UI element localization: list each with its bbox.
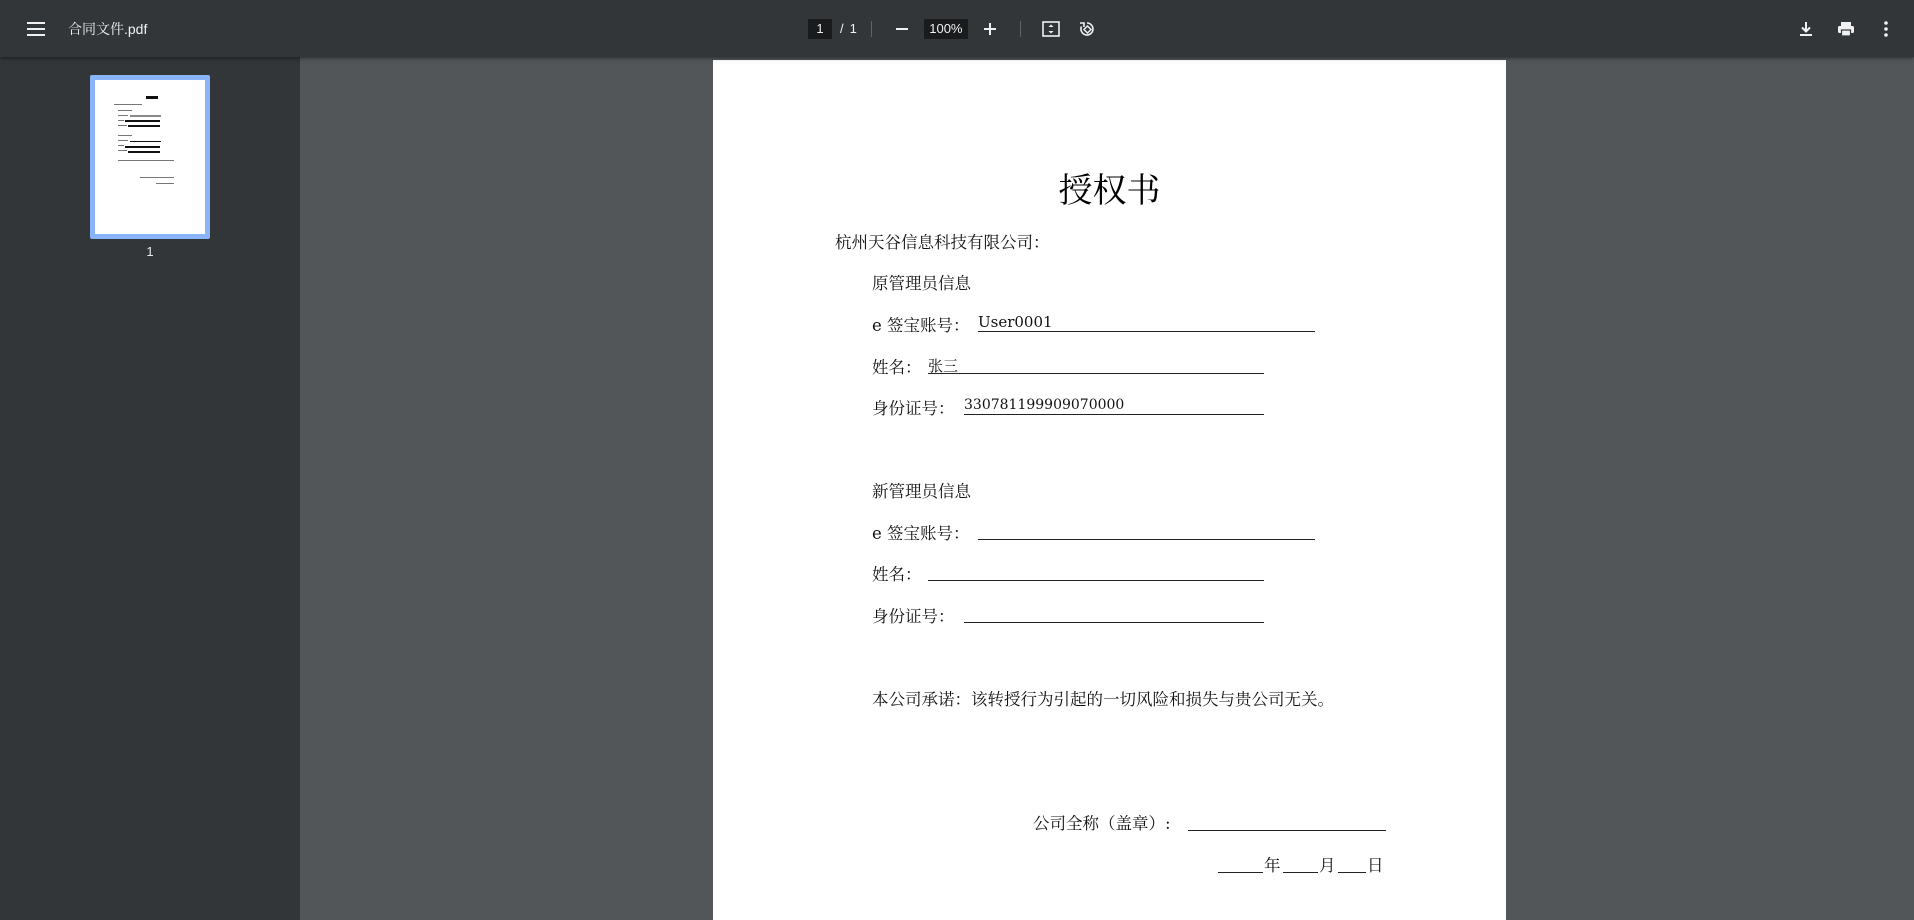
document-heading: 授权书	[1058, 171, 1161, 211]
date-day-label: 日	[1367, 856, 1384, 875]
page-number-input[interactable]: 1	[808, 19, 832, 39]
fit-to-page-icon[interactable]	[1035, 13, 1067, 45]
date-year-label: 年	[1264, 856, 1281, 875]
commitment-statement: 本公司承诺：该转授行为引起的一切风险和损失与贵公司无关。	[872, 690, 1334, 709]
new-name-label: 姓名：	[872, 565, 922, 584]
menu-icon[interactable]	[20, 13, 52, 45]
new-account-underline	[978, 539, 1315, 540]
original-account-underline	[978, 331, 1315, 332]
page-separator: /	[840, 21, 844, 36]
zoom-level-input[interactable]: 100%	[924, 19, 968, 39]
thumbnail-page-number: 1	[146, 244, 154, 259]
company-name-underline	[1188, 830, 1386, 831]
new-admin-title: 新管理员信息	[872, 482, 971, 501]
zoom-in-icon[interactable]	[974, 13, 1006, 45]
new-id-underline	[964, 622, 1264, 623]
company-name-label: 公司全称（盖章）:	[1033, 814, 1171, 833]
pdf-toolbar	[0, 0, 1914, 57]
toolbar-divider	[1020, 21, 1021, 37]
new-id-label: 身份证号：	[872, 607, 955, 626]
page-thumbnail[interactable]	[90, 75, 210, 239]
print-icon[interactable]	[1830, 13, 1862, 45]
original-account-value: User0001	[978, 313, 1053, 331]
new-name-underline	[928, 580, 1264, 581]
thumbnail-preview-graphic	[95, 80, 205, 234]
addressee: 杭州天谷信息科技有限公司：	[835, 233, 1050, 252]
original-name-label: 姓名：	[872, 358, 922, 377]
original-name-value: 张三	[928, 357, 959, 375]
zoom-out-icon[interactable]	[886, 13, 918, 45]
original-name-underline	[928, 373, 1264, 374]
more-options-icon[interactable]	[1870, 13, 1902, 45]
year-underline	[1218, 872, 1263, 873]
page-total: 1	[849, 21, 857, 36]
original-account-label: e 签宝账号：	[872, 316, 970, 335]
month-underline	[1283, 872, 1318, 873]
thumbnail-sidebar	[0, 57, 300, 920]
toolbar-divider	[871, 21, 872, 37]
pdf-page	[713, 60, 1506, 920]
original-id-underline	[964, 414, 1264, 415]
original-id-label: 身份证号：	[872, 399, 955, 418]
rotate-icon[interactable]	[1071, 13, 1103, 45]
new-account-label: e 签宝账号：	[872, 524, 970, 543]
date-month-label: 月	[1319, 856, 1336, 875]
original-id-value: 330781199909070000	[964, 397, 1125, 413]
day-underline	[1338, 872, 1366, 873]
document-title: 合同文件.pdf	[68, 20, 148, 37]
download-icon[interactable]	[1790, 13, 1822, 45]
original-admin-title: 原管理员信息	[872, 274, 971, 293]
